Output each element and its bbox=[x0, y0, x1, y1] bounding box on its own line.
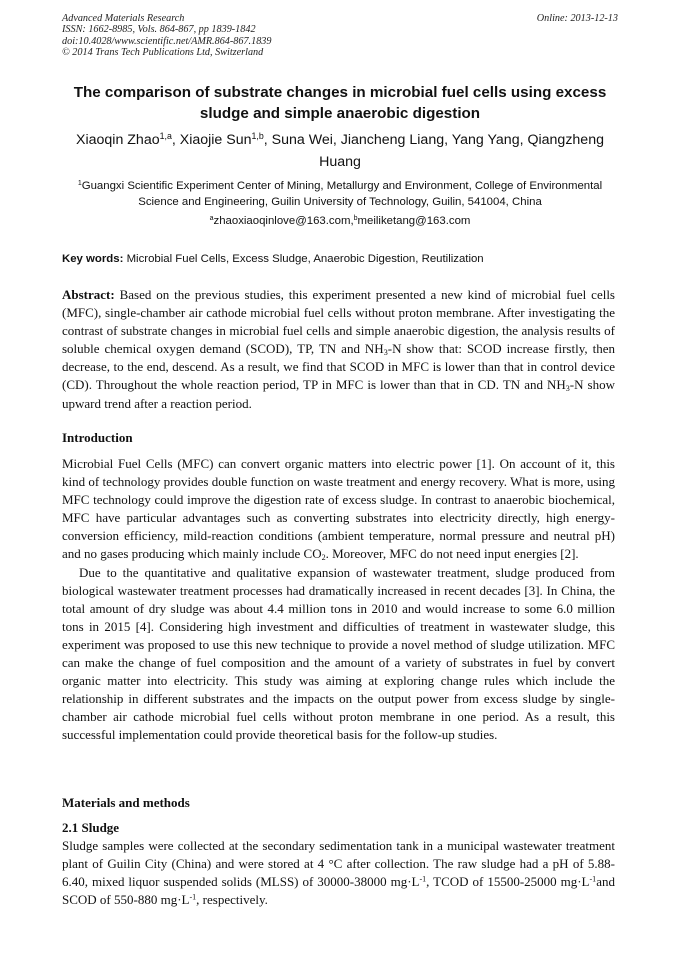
author-emails bbox=[62, 213, 618, 229]
subscript: 3 bbox=[383, 348, 388, 358]
abstract-text: Based on the previous studies, this experiment presented a new kind of microbial fuel cells (MFC), single-chamber air cathode microbial fuel cells without proton membrane. After investigating the contrast of substrate changes in microbial fuel cells and simple anaerobic digestion, the analysis results of soluble chemical oxygen demand (SCOD), TP, TN and NH bbox=[62, 287, 615, 357]
subsection-heading: 2.1 Sludge bbox=[62, 820, 120, 835]
journal-name: Advanced Materials Research bbox=[62, 13, 185, 24]
email-superscript: b bbox=[353, 215, 358, 223]
author-names-rest: , Suna Wei, Jiancheng Liang, Yang Yang, Qiangzheng Huang bbox=[263, 132, 604, 170]
affiliation-text: Guangxi Scientific Experiment Center of Mining, Metallurgy and Environment, College of Environmental Science and Engineering, Guilin University of Technology, Guilin, 541004, China bbox=[81, 180, 603, 208]
author-list bbox=[62, 129, 618, 173]
email-superscript: a bbox=[209, 215, 214, 223]
paragraph-text: , respectively. bbox=[196, 892, 268, 908]
email-link[interactable]: meiliketang@163.com bbox=[357, 215, 471, 227]
subscript: 2 bbox=[321, 553, 326, 563]
superscript: -1 bbox=[589, 874, 597, 884]
abstract bbox=[62, 286, 615, 413]
online-date: Online: 2013-12-13 bbox=[536, 13, 618, 24]
paragraph-text: Sludge samples were collected at the secondary sedimentation tank in a municipal wastewater treatment plant of Guilin City (China) and were stored at 4 °C after collection. The raw sludge had a pH of 5.88-6.40, mixed liquor suspended solids (MLSS) of 30000-38000 mg·L bbox=[62, 838, 615, 890]
introduction-body bbox=[62, 455, 615, 745]
issn-line: ISSN: 1662-8985, Vols. 864-867, pp 1839-1842 bbox=[62, 24, 256, 36]
paper-title: The comparison of substrate changes in microbial fuel cells using excess sludge and simple anaerobic digestion bbox=[73, 84, 607, 122]
superscript: -1 bbox=[419, 874, 427, 884]
author-superscript: 1,b bbox=[251, 131, 264, 142]
subscript: 3 bbox=[565, 384, 570, 394]
paragraph-text: . Moreover, MFC do not need input energies [2]. bbox=[325, 546, 579, 562]
author-superscript: 1,a bbox=[159, 131, 172, 142]
author-name: Xiaojie Sun bbox=[179, 132, 252, 148]
paragraph-text: , TCOD of 15500-25000 mg·L bbox=[426, 874, 590, 890]
journal-header bbox=[62, 13, 618, 59]
paragraph bbox=[62, 455, 615, 564]
copyright-line: © 2014 Trans Tech Publications Ltd, Switzerland bbox=[62, 47, 264, 59]
author-separator: , bbox=[171, 132, 180, 148]
sludge-paragraph bbox=[62, 837, 615, 909]
doi-link[interactable]: doi:10.4028/www.scientific.net/AMR.864-867.1839 bbox=[62, 35, 272, 47]
abstract-label: Abstract: bbox=[62, 287, 115, 302]
author-name: Xiaoqin Zhao bbox=[76, 132, 160, 148]
affiliation-superscript: 1 bbox=[77, 180, 82, 188]
section-heading: Materials and methods bbox=[62, 795, 190, 810]
paragraph-text: Microbial Fuel Cells (MFC) can convert organic matters into electric power [1]. On account of it, this kind of technology provides double function on waste treatment and energy recovery. What is more, using MFC technology could improve the digestion rate of excess sludge. In contrast to anaerobic biochemical, MFC have particular advantages such as converting substrates into electricity directly, high energy-conversion efficiency, mild-reaction conditions (ambient temperature, normal pressure and neutral pH) and no gases producing which mainly include CO bbox=[62, 456, 615, 562]
keywords bbox=[62, 251, 618, 267]
paragraph: Due to the quantitative and qualitative expansion of wastewater treatment, sludge produced from biological wastewater treatment processes had dramatically increased in recent decades [3]. In China, the total amount of dry sludge was about 4.4 million tons in 2010 and would increase to some 6.0 million tons in 2015 [4]. Considering high investment and difficulties of treatment in wastewater sludge, this experiment was proposed to use this new technique to provide a novel method of sludge utilization. MFC can make the change of fuel composition and the amount of a variety of substrates in fuel by convert organic matter into electricity. This study was aiming at exploring change rules which include the relationship in different substrates and the impacts on the output power from excess sludge by single-chamber air cathode microbial fuel cells without proton membrane in one period. As a result, this successful implementation could provide theoretical basis for the follow-up studies. bbox=[62, 564, 615, 743]
superscript: -1 bbox=[189, 892, 197, 902]
keywords-label: Key words: bbox=[62, 253, 124, 265]
keywords-text: Microbial Fuel Cells, Excess Sludge, Anaerobic Digestion, Reutilization bbox=[123, 253, 484, 265]
section-heading: Introduction bbox=[62, 430, 133, 445]
email-link[interactable]: zhaoxiaoqinlove@163.com, bbox=[213, 215, 354, 227]
abstract-text: -N show that: SCOD increase firstly, then decrease, to the end, descend. As a result, we find that SCOD in MFC is lower than that in control device (CD). Throughout the whole reaction period, TP in MFC is lower than that in CD. TN and NH bbox=[62, 341, 615, 393]
affiliation bbox=[62, 178, 618, 210]
paragraph-text: and SCOD of 550-880 mg·L bbox=[62, 874, 615, 908]
abstract-text: -N show upward trend after a reaction period. bbox=[62, 377, 615, 411]
